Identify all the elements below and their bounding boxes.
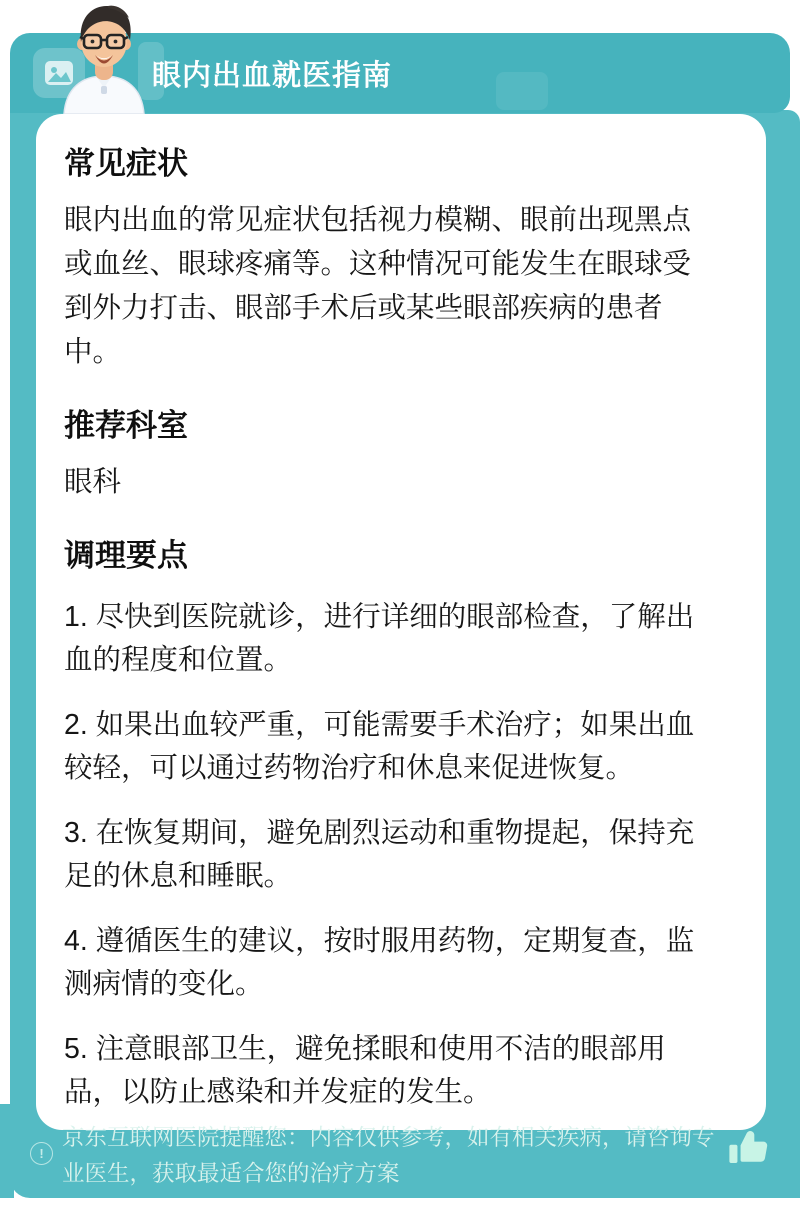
care-point: 4. 遵循医生的建议，按时服用药物，定期复查，监测病情的变化。 bbox=[64, 925, 695, 1000]
guide-card bbox=[36, 114, 766, 1130]
page-title: 眼内出血就医指南 bbox=[152, 60, 393, 92]
thumbs-up-icon[interactable] bbox=[726, 1126, 772, 1170]
warning-icon: ! bbox=[30, 1142, 53, 1165]
section-heading-care-points: 调理要点 bbox=[64, 538, 188, 573]
doctor-avatar bbox=[56, 2, 152, 114]
section-heading-department: 推荐科室 bbox=[64, 408, 188, 443]
care-point: 5. 注意眼部卫生，避免揉眼和使用不洁的眼部用品，以防止感染和并发症的发生。 bbox=[64, 1033, 666, 1108]
section-heading-symptoms: 常见症状 bbox=[64, 146, 188, 181]
care-point: 1. 尽快到医院就诊，进行详细的眼部检查，了解出血的程度和位置。 bbox=[64, 601, 695, 676]
footer-background-bleed bbox=[0, 1104, 14, 1198]
care-point: 2. 如果出血较严重，可能需要手术治疗；如果出血较轻，可以通过药物治疗和休息来促进恢复。 bbox=[64, 709, 695, 784]
disclaimer-text: 京东互联网医院提醒您：内容仅供参考，如有相关疾病，请咨询专业医生，获取最适合您的治疗方案 bbox=[62, 1125, 715, 1186]
header-decor-shape bbox=[496, 72, 548, 110]
care-point: 3. 在恢复期间，避免剧烈运动和重物提起，保持充足的休息和睡眠。 bbox=[64, 817, 695, 892]
department-text: 眼科 bbox=[64, 466, 122, 498]
symptoms-text: 眼内出血的常见症状包括视力模糊、眼前出现黑点或血丝、眼球疼痛等。这种情况可能发生在眼球受到外力打击、眼部手术后或某些眼部疾病的患者中。 bbox=[64, 204, 692, 368]
